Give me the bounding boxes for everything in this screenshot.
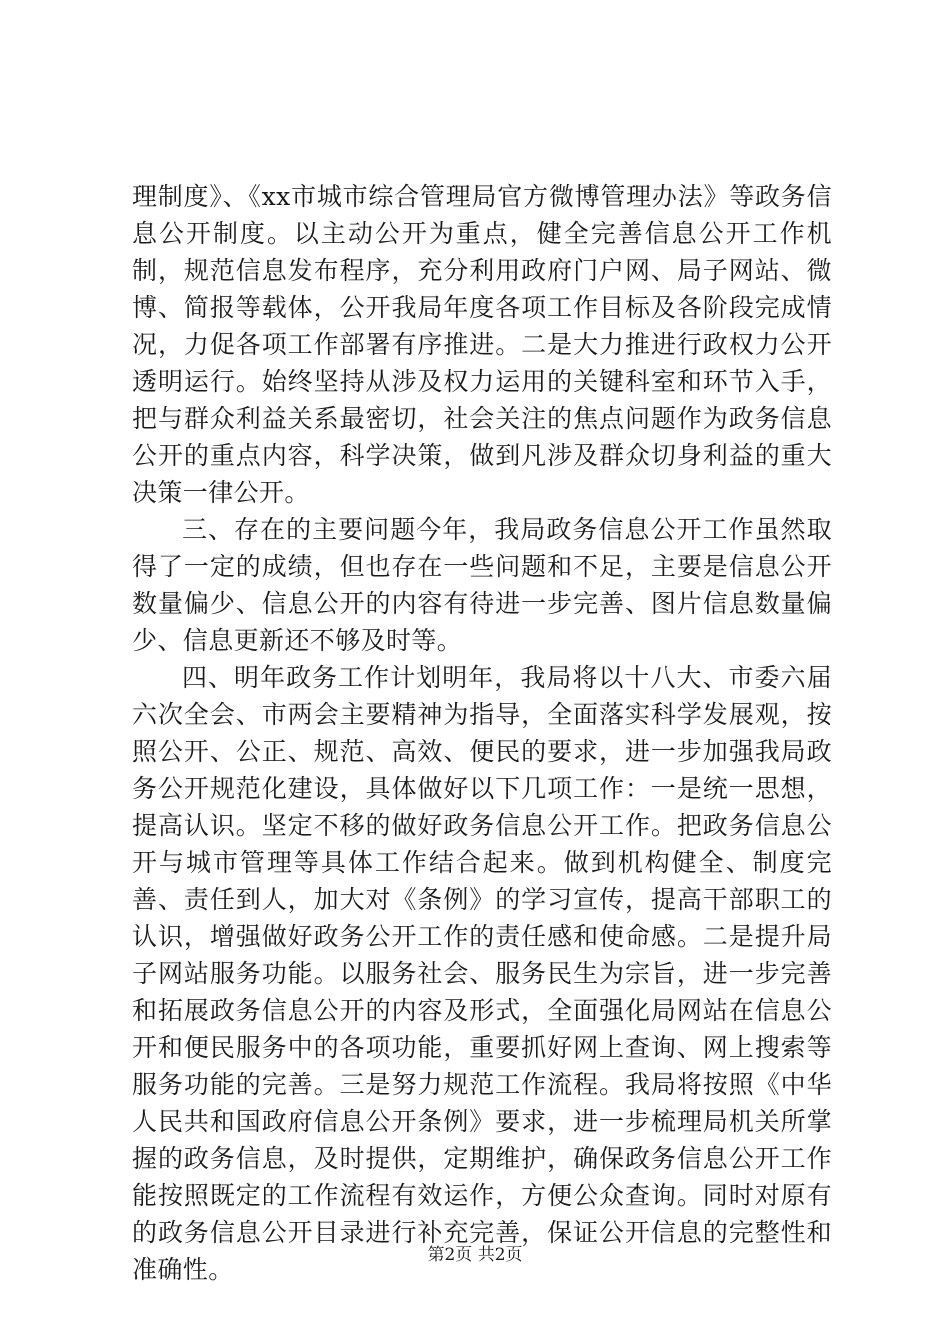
paragraph-2: 三、存在的主要问题今年，我局政务信息公开工作虽然取得了一定的成绩，但也存在一些问题和不足，主要是信息公开数量偏少、信息公开的内容有待进一步完善、图片信息数量偏少、信息更新还不够及时等。 [132, 515, 832, 655]
page-footer: 第2页 共2页 [427, 1245, 523, 1265]
document-body [132, 178, 832, 1288]
paragraph-3: 四、明年政务工作计划明年，我局将以十八大、市委六届六次全会、市两会主要精神为指导，全面落实科学发展观，按照公开、公正、规范、高效、便民的要求，进一步加强我局政务公开规范化建设，具体做好以下几项工作：一是统一思想，提高认识。坚定不移的做好政务信息公开工作。把政务信息公开与城市管理等具体工作结合起来。做到机构健全、制度完善、责任到人，加大对《条例》的学习宣传，提高干部职工的认识，增强做好政务公开工作的责任感和使命感。二是提升局子网站服务功能。以服务社会、服务民生为宗旨，进一步完善和拓展政务信息公开的内容及形式，全面强化局网站在信息公开和便民服务中的各项功能，重要抓好网上查询、网上搜索等服务功能的完善。三是努力规范工作流程。我局将按照《中华人民共和国政府信息公开条例》要求，进一步梳理局机关所掌握的政务信息，及时提供，定期维护，确保政务信息公开工作能按照既定的工作流程有效运作，方便公众查询。同时对原有的政务信息公开目录进行补充完善，保证公开信息的完整性和准确性。 [132, 663, 832, 1284]
paragraph-1: 理制度》、《xx市城市综合管理局官方微博管理办法》等政务信息公开制度。以主动公开为重点，健全完善信息公开工作机制，规范信息发布程序，充分利用政府门户网、局子网站、微博、简报等载体，公开我局年度各项工作目标及各阶段完成情况，力促各项工作部署有序推进。二是大力推进行政权力公开透明运行。始终坚持从涉及权力运用的关键科室和环节入手，把与群众利益关系最密切，社会关注的焦点问题作为政务信息公开的重点内容，科学决策，做到凡涉及群众切身利益的重大决策一律公开。 [132, 182, 832, 507]
